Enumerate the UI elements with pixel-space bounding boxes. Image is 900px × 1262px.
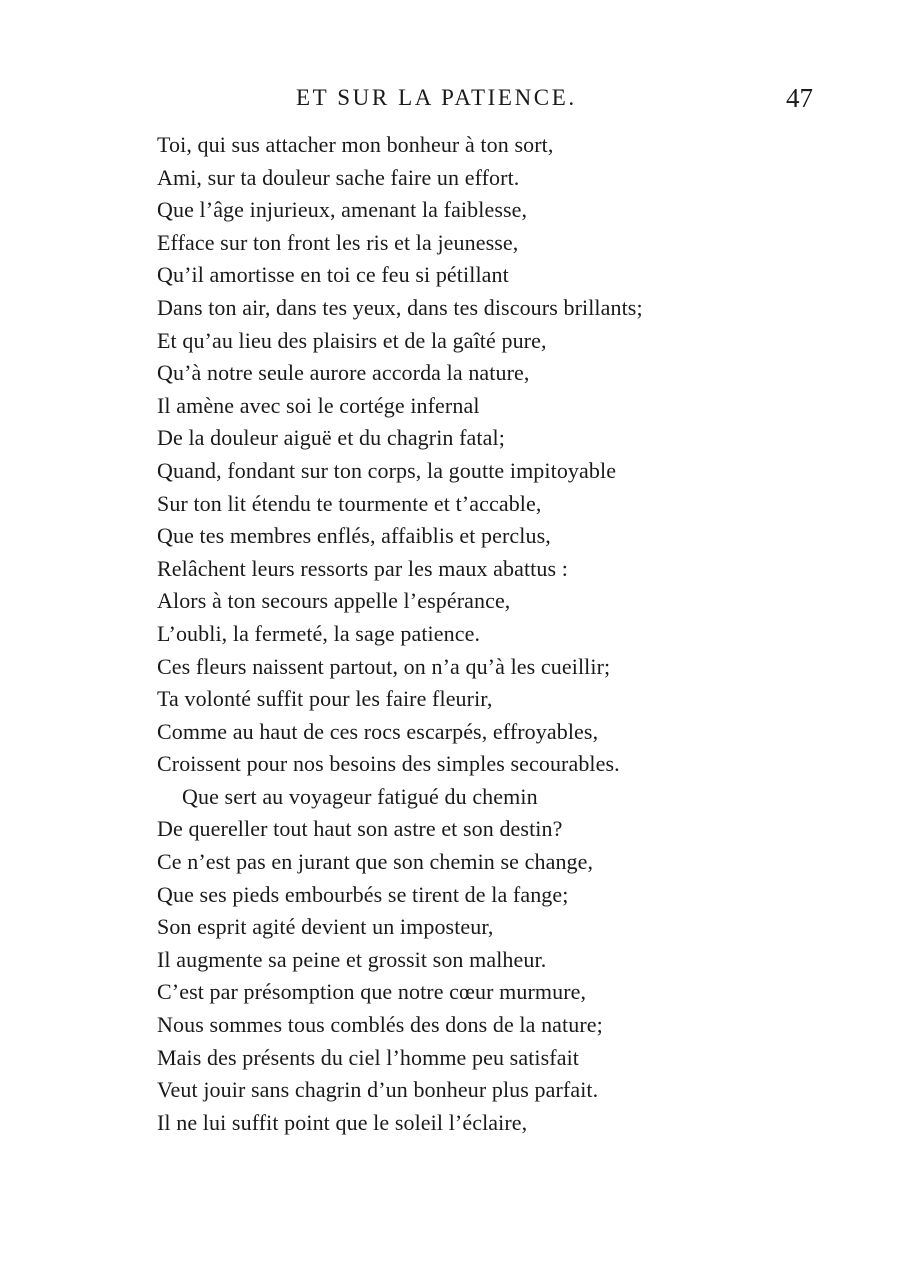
verse-line: Qu’il amortisse en toi ce feu si pétillant [157,262,509,288]
verse-line: Que tes membres enflés, affaiblis et perclus, [157,523,551,549]
running-head [0,84,900,114]
verse-line: Sur ton lit étendu te tourmente et t’accable, [157,490,542,516]
verse-line: C’est par présomption que notre cœur murmure, [157,979,587,1005]
verse-line: Ce n’est pas en jurant que son chemin se change, [157,849,594,875]
poem-text [157,129,797,1139]
verse-line: Comme au haut de ces rocs escarpés, effroyables, [157,718,599,744]
verse-line: Il augmente sa peine et grossit son malheur. [157,946,547,972]
verse-line: Toi, qui sus attacher mon bonheur à ton sort, [157,132,554,157]
running-title: ET SUR LA PATIENCE. [296,85,577,110]
verse-line: Efface sur ton front les ris et la jeunesse, [157,229,519,255]
verse-line: Ces fleurs naissent partout, on n’a qu’à les cueillir; [157,653,611,679]
verse-line: De la douleur aiguë et du chagrin fatal; [157,425,505,451]
verse-line: Dans ton air, dans tes yeux, dans tes discours brillants; [157,294,643,320]
verse-line: Que l’âge injurieux, amenant la faiblesse, [157,197,528,223]
page-number: 47 [786,83,813,113]
verse-line: Son esprit agité devient un imposteur, [157,914,494,940]
verse-line: L’oubli, la fermeté, la sage patience. [157,620,481,646]
verse-line: Que sert au voyageur fatigué du chemin [182,783,538,809]
verse-line: Veut jouir sans chagrin d’un bonheur plus parfait. [157,1077,599,1103]
verse-line: Qu’à notre seule aurore accorda la nature, [157,360,530,386]
verse-line: Mais des présents du ciel l’homme peu satisfait [157,1044,579,1070]
verse-line: Ami, sur ta douleur sache faire un effort. [157,164,520,190]
verse-line: Alors à ton secours appelle l’espérance, [157,588,511,614]
verse-line: De quereller tout haut son astre et son destin? [157,816,563,842]
verse-line: Nous sommes tous comblés des dons de la nature; [157,1012,603,1038]
verse-line: Et qu’au lieu des plaisirs et de la gaîté pure, [157,327,547,353]
verse-line: Quand, fondant sur ton corps, la goutte impitoyable [157,457,617,483]
verse-line: Croissent pour nos besoins des simples secourables. [157,751,620,777]
verse-line: Que ses pieds embourbés se tirent de la fange; [157,881,569,907]
verse-line: Il ne lui suffit point que le soleil l’éclaire, [157,1109,528,1135]
verse-line: Il amène avec soi le cortége infernal [157,392,480,418]
verse-line: Ta volonté suffit pour les faire fleurir, [157,686,493,712]
verse-line: Relâchent leurs ressorts par les maux abattus : [157,555,568,581]
